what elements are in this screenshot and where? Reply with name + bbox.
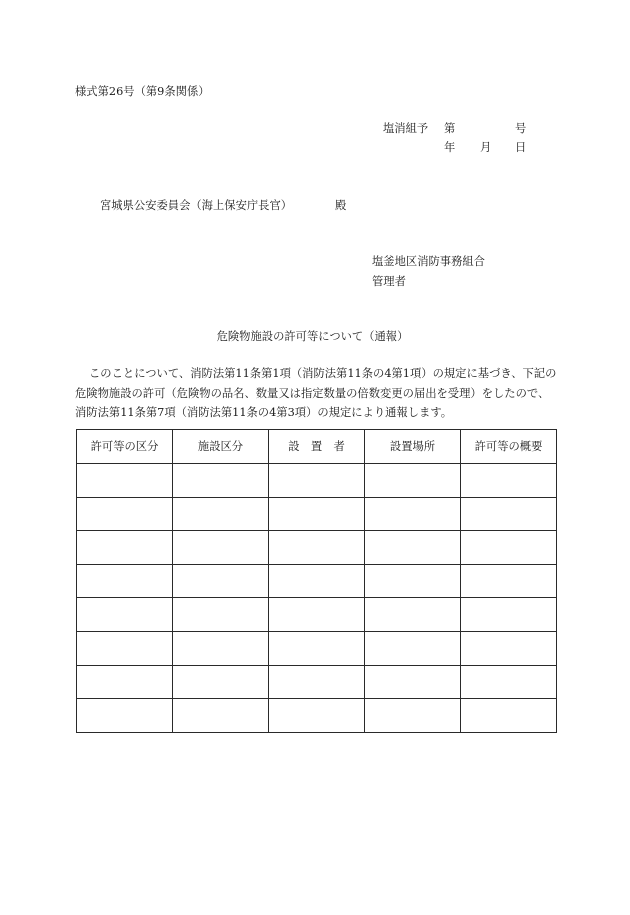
table-row <box>77 497 557 531</box>
body-text-line: 危険物施設の許可（危険物の品名、数量又は指定数量の倍数変更の届出を受理）をしたので、 <box>75 387 550 400</box>
table-cell <box>365 598 461 632</box>
table-cell <box>461 497 557 531</box>
table-cell <box>173 699 269 733</box>
document-number-dai: 第 <box>444 122 456 135</box>
table-cell <box>461 531 557 565</box>
table-cell <box>173 665 269 699</box>
table-cell <box>269 564 365 598</box>
addressee-honorific: 殿 <box>335 199 347 212</box>
table-cell <box>365 464 461 498</box>
table-cell <box>77 531 173 565</box>
table-cell <box>461 598 557 632</box>
body-text-line: 消防法第11条第7項（消防法第11条の4第3項）の規定により通報します。 <box>75 406 453 419</box>
table-cell <box>173 497 269 531</box>
addressee-name: 宮城県公安委員会（海上保安庁長官） <box>100 199 293 212</box>
form-number: 様式第26号（第9条関係） <box>75 85 210 98</box>
table-cell <box>77 564 173 598</box>
header-permit-category: 許可等の区分 <box>77 430 173 464</box>
table-cell <box>77 598 173 632</box>
table-row <box>77 531 557 565</box>
document-number-prefix: 塩消組予 <box>383 122 429 135</box>
table-cell <box>365 631 461 665</box>
table-cell <box>461 564 557 598</box>
document-title: 危険物施設の許可等について（通報） <box>216 330 409 343</box>
table-cell <box>365 699 461 733</box>
table-cell <box>269 598 365 632</box>
table-cell <box>269 531 365 565</box>
table-cell <box>365 564 461 598</box>
table-cell <box>269 665 365 699</box>
header-installer: 設 置 者 <box>269 430 365 464</box>
table-row <box>77 564 557 598</box>
table-cell <box>461 631 557 665</box>
table-cell <box>461 665 557 699</box>
sender-title: 管理者 <box>372 275 406 288</box>
header-facility-category: 施設区分 <box>173 430 269 464</box>
date-year-label: 年 <box>444 141 456 154</box>
table-cell <box>173 631 269 665</box>
table-cell <box>77 699 173 733</box>
table-row <box>77 699 557 733</box>
document-number-go: 号 <box>515 122 527 135</box>
table-cell <box>269 631 365 665</box>
sender-organization: 塩釜地区消防事務組合 <box>372 255 485 268</box>
table-cell <box>77 497 173 531</box>
table-cell <box>173 564 269 598</box>
table-cell <box>173 531 269 565</box>
table-cell <box>365 665 461 699</box>
table-cell <box>269 699 365 733</box>
report-table <box>76 429 557 733</box>
table-header-row <box>77 430 557 464</box>
table-cell <box>173 464 269 498</box>
table-row <box>77 598 557 632</box>
table-row <box>77 665 557 699</box>
table-row <box>77 464 557 498</box>
table-cell <box>77 464 173 498</box>
table-cell <box>461 464 557 498</box>
table-cell <box>365 531 461 565</box>
header-permit-summary: 許可等の概要 <box>461 430 557 464</box>
body-text-line: このことについて、消防法第11条第1項（消防法第11条の4第1項）の規定に基づき、下記の <box>89 367 557 380</box>
date-day-label: 日 <box>515 141 527 154</box>
table-cell <box>77 665 173 699</box>
table-cell <box>77 631 173 665</box>
table-cell <box>173 598 269 632</box>
table-row <box>77 631 557 665</box>
table-cell <box>269 464 365 498</box>
date-month-label: 月 <box>480 141 492 154</box>
table-cell <box>365 497 461 531</box>
table-cell <box>269 497 365 531</box>
table-cell <box>461 699 557 733</box>
header-installation-location: 設置場所 <box>365 430 461 464</box>
